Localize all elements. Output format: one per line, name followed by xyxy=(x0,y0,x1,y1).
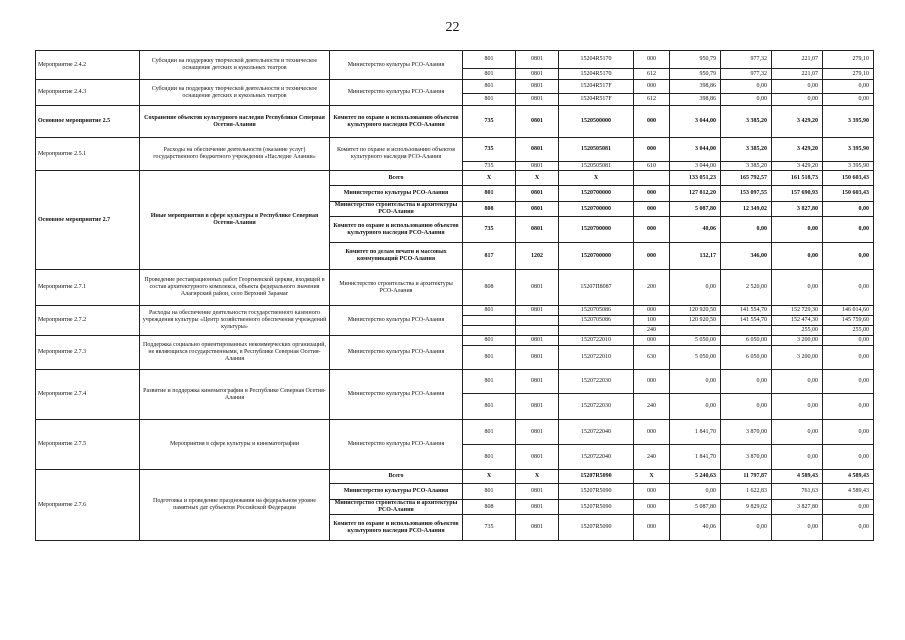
table-cell: 0,00 xyxy=(772,217,823,243)
table-cell: 0801 xyxy=(516,94,559,106)
table-cell: 0,00 xyxy=(823,370,874,394)
table-cell: 0801 xyxy=(516,306,559,316)
table-cell: 1520505081 xyxy=(559,138,634,162)
table-cell: Комитет по охране и использованию объектов культурного наследия РСО-Алания xyxy=(330,217,463,243)
table-cell: 000 xyxy=(634,484,670,500)
table-cell: 0801 xyxy=(516,270,559,306)
table-cell xyxy=(634,171,670,186)
table-cell: 5 087,80 xyxy=(670,202,721,217)
table-cell: 141 554,70 xyxy=(721,316,772,326)
table-cell: 0801 xyxy=(516,138,559,162)
table-cell: 0,00 xyxy=(721,370,772,394)
table-cell: 398,86 xyxy=(670,94,721,106)
table-cell: 0,00 xyxy=(670,270,721,306)
table-cell: 5 050,00 xyxy=(670,346,721,370)
table-cell: 0,00 xyxy=(772,80,823,94)
table-cell: 808 xyxy=(463,270,516,306)
table-cell: 3 395,90 xyxy=(823,162,874,171)
table-cell: Министерство строительства и архитектуры РСО-Алания xyxy=(330,500,463,515)
table-cell xyxy=(516,326,559,336)
table-cell: 3 395,90 xyxy=(823,106,874,138)
table-cell: 40,06 xyxy=(670,217,721,243)
table-cell: 132,17 xyxy=(670,243,721,270)
table-cell: Расходы на обеспечение деятельности (оказание услуг) государственного бюджетного учреждения «Наследие Алании» xyxy=(140,138,330,171)
table-cell: 1520500000 xyxy=(559,106,634,138)
table-cell: 0801 xyxy=(516,186,559,202)
table-cell: 000 xyxy=(634,500,670,515)
table-cell: 3 200,00 xyxy=(772,346,823,370)
table-cell: 808 xyxy=(463,500,516,515)
table-cell: 5 240,63 xyxy=(670,470,721,484)
table-cell: 255,00 xyxy=(772,326,823,336)
table-cell: Мероприятие 2.7.4 xyxy=(36,370,140,420)
table-cell: 279,10 xyxy=(823,69,874,80)
table-cell: 0,00 xyxy=(721,217,772,243)
table-cell: Поддержка социально ориентированных некоммерческих организаций, не являющихся государственными, в Республике Северная Осетия-Алания xyxy=(140,336,330,370)
table-row xyxy=(36,80,874,94)
table-cell: 3 429,20 xyxy=(772,138,823,162)
table-cell: X xyxy=(559,171,634,186)
table-cell: 200 xyxy=(634,270,670,306)
table-cell: 3 429,20 xyxy=(772,162,823,171)
table-row xyxy=(36,51,874,69)
table-cell: 0,00 xyxy=(670,394,721,420)
table-cell: Министерство культуры РСО-Алания xyxy=(330,80,463,106)
table-cell: X xyxy=(516,171,559,186)
table-cell: Комитет по охране и использованию объектов культурного наследия РСО-Алания xyxy=(330,106,463,138)
table-cell: 120 920,50 xyxy=(670,306,721,316)
table-cell: 0801 xyxy=(516,106,559,138)
table-cell: 15204R517F xyxy=(559,94,634,106)
table-cell: 3 044,00 xyxy=(670,106,721,138)
table-row xyxy=(36,470,874,484)
table-cell: 3 395,90 xyxy=(823,138,874,162)
table-cell: 801 xyxy=(463,186,516,202)
table-cell: 3 429,20 xyxy=(772,106,823,138)
table-cell: 1 841,70 xyxy=(670,420,721,445)
table-cell: 735 xyxy=(463,515,516,541)
table-cell: 161 518,73 xyxy=(772,171,823,186)
table-cell: 157 690,93 xyxy=(772,186,823,202)
table-cell: X xyxy=(634,470,670,484)
table-cell: 0801 xyxy=(516,420,559,445)
table-cell: 255,00 xyxy=(823,326,874,336)
table-cell: 40,06 xyxy=(670,515,721,541)
table-cell: 153 097,55 xyxy=(721,186,772,202)
table-cell: Всего xyxy=(330,470,463,484)
table-cell: 165 792,57 xyxy=(721,171,772,186)
table-cell: 0801 xyxy=(516,69,559,80)
table-cell: 0801 xyxy=(516,484,559,500)
table-cell: 15207R5090 xyxy=(559,500,634,515)
table-cell: 801 xyxy=(463,394,516,420)
table-row xyxy=(36,171,874,186)
table-cell: 000 xyxy=(634,51,670,69)
table-cell: 398,86 xyxy=(670,80,721,94)
table-cell: 1202 xyxy=(516,243,559,270)
table-cell: 0801 xyxy=(516,394,559,420)
table-cell: Министерство культуры РСО-Алания xyxy=(330,186,463,202)
table-cell: 1 841,70 xyxy=(670,445,721,470)
table-cell: 0,00 xyxy=(823,243,874,270)
table-cell: X xyxy=(463,470,516,484)
table-cell: Субсидии на поддержку творческой деятельности и техническое оснащение детских и кукольных театров xyxy=(140,51,330,80)
table-cell: 3 385,20 xyxy=(721,106,772,138)
table-cell: 0,00 xyxy=(670,370,721,394)
table-cell: 000 xyxy=(634,370,670,394)
table-cell: 801 xyxy=(463,51,516,69)
table-cell: 1520722040 xyxy=(559,445,634,470)
table-cell: 735 xyxy=(463,162,516,171)
table-cell: 801 xyxy=(463,69,516,80)
table-cell: 0801 xyxy=(516,202,559,217)
table-cell: 15204R5170 xyxy=(559,69,634,80)
table-cell: 000 xyxy=(634,217,670,243)
table-cell: X xyxy=(516,470,559,484)
table-cell: 15207R5090 xyxy=(559,484,634,500)
table-cell: 0,00 xyxy=(721,394,772,420)
table-cell: 3 385,20 xyxy=(721,138,772,162)
table-cell: 0,00 xyxy=(670,484,721,500)
table-cell: 0,00 xyxy=(721,80,772,94)
table-cell: 150 603,43 xyxy=(823,171,874,186)
table-cell: 240 xyxy=(634,445,670,470)
table-cell: 4 589,43 xyxy=(772,470,823,484)
table-cell: 0,00 xyxy=(823,336,874,346)
table-cell: 000 xyxy=(634,243,670,270)
table-cell xyxy=(670,326,721,336)
table-cell: 801 xyxy=(463,94,516,106)
table-cell: 1520722010 xyxy=(559,336,634,346)
table-cell: 000 xyxy=(634,186,670,202)
table-cell: 3 827,80 xyxy=(772,202,823,217)
table-row xyxy=(36,270,874,306)
table-cell: 120 920,50 xyxy=(670,316,721,326)
table-cell: Комитет по охране и использованию объектов культурного наследия РСО-Алания xyxy=(330,515,463,541)
table-cell: 0,00 xyxy=(772,370,823,394)
table-cell: 3 044,00 xyxy=(670,162,721,171)
table-cell xyxy=(559,326,634,336)
table-cell: 0801 xyxy=(516,500,559,515)
table-cell: Субсидии на поддержку творческой деятельности и техническое оснащение детских и кукольных театров xyxy=(140,80,330,106)
table-cell: 000 xyxy=(634,80,670,94)
table-row xyxy=(36,420,874,445)
table-cell: 630 xyxy=(634,346,670,370)
table-cell: 1520700000 xyxy=(559,202,634,217)
table-cell: 0,00 xyxy=(772,270,823,306)
table-cell: Сохранение объектов культурного наследия Республики Северная Осетия-Алания xyxy=(140,106,330,138)
table-cell: 146 014,60 xyxy=(823,306,874,316)
table-cell: 3 827,80 xyxy=(772,500,823,515)
table-cell: 1520505081 xyxy=(559,162,634,171)
table-cell: Министерство культуры РСО-Алания xyxy=(330,484,463,500)
table-cell: 612 xyxy=(634,94,670,106)
table-cell: 1520700000 xyxy=(559,243,634,270)
table-cell: 3 870,00 xyxy=(721,420,772,445)
table-cell: 3 044,00 xyxy=(670,138,721,162)
table-cell: 950,79 xyxy=(670,51,721,69)
table-cell: 0801 xyxy=(516,51,559,69)
table-cell: 6 050,00 xyxy=(721,346,772,370)
table-cell: 801 xyxy=(463,484,516,500)
table-cell: 0,00 xyxy=(823,217,874,243)
table-cell: 240 xyxy=(634,326,670,336)
table-cell: 950,79 xyxy=(670,69,721,80)
table-cell: Мероприятие 2.7.1 xyxy=(36,270,140,306)
table-cell: 0801 xyxy=(516,336,559,346)
table-cell: 000 xyxy=(634,138,670,162)
table-cell: Мероприятие 2.5.1 xyxy=(36,138,140,171)
table-cell: 0,00 xyxy=(823,94,874,106)
table-cell: 9 829,02 xyxy=(721,500,772,515)
table-cell: 0,00 xyxy=(823,202,874,217)
table-cell xyxy=(721,326,772,336)
table-cell: 0801 xyxy=(516,80,559,94)
table-cell: 000 xyxy=(634,420,670,445)
table-cell: 0,00 xyxy=(772,420,823,445)
table-cell: 0801 xyxy=(516,370,559,394)
table-cell: Министерство культуры РСО-Алания xyxy=(330,370,463,420)
table-row xyxy=(36,306,874,316)
table-cell: 0,00 xyxy=(823,346,874,370)
table-cell: 5 087,80 xyxy=(670,500,721,515)
table-cell: Развитие и поддержка кинематографии в Республике Северная Осетия-Алания xyxy=(140,370,330,420)
table-cell: Подготовка и проведение празднования на федеральном уровне памятных дат субъектов Российской Федерации xyxy=(140,470,330,541)
table-cell: Министерство строительства и архитектуры РСО-Алания xyxy=(330,202,463,217)
table-cell: 610 xyxy=(634,162,670,171)
table-cell xyxy=(463,326,516,336)
table-cell: 1 622,83 xyxy=(721,484,772,500)
table-cell: 0,00 xyxy=(772,94,823,106)
table-cell: 11 797,87 xyxy=(721,470,772,484)
table-row xyxy=(36,138,874,162)
table-cell xyxy=(463,316,516,326)
table-cell: Мероприятие 2.7.3 xyxy=(36,336,140,370)
table-cell: Министерство культуры РСО-Алания xyxy=(330,306,463,336)
table-row xyxy=(36,336,874,346)
table-cell: 808 xyxy=(463,202,516,217)
table-cell: 127 812,20 xyxy=(670,186,721,202)
table-cell: 15207R5090 xyxy=(559,470,634,484)
table-cell: 1520722010 xyxy=(559,346,634,370)
table-cell: 1520722030 xyxy=(559,394,634,420)
table-cell: 3 200,00 xyxy=(772,336,823,346)
table-cell: 801 xyxy=(463,336,516,346)
table-cell: 801 xyxy=(463,370,516,394)
table-cell: 0,00 xyxy=(721,515,772,541)
table-cell: 0,00 xyxy=(823,445,874,470)
table-cell: Иные мероприятия в сфере культуры в Республике Северная Осетия-Алания xyxy=(140,171,330,270)
table-cell: Мероприятие 2.7.6 xyxy=(36,470,140,541)
table-cell: 152 474,30 xyxy=(772,316,823,326)
table-cell: 346,00 xyxy=(721,243,772,270)
table-cell: 100 xyxy=(634,316,670,326)
table-cell: Проведение реставрационных работ Георгиевской церкви, входящей в состав архитектурного комплекса, объекта федерального значения Алагирский район, село Верхний Зарамаг xyxy=(140,270,330,306)
table-cell: 801 xyxy=(463,420,516,445)
table-cell: Министерство культуры РСО-Алания xyxy=(330,51,463,80)
table-cell: 4 589,43 xyxy=(823,470,874,484)
table-cell: 977,32 xyxy=(721,69,772,80)
table-body xyxy=(36,51,874,541)
table-cell: 15204R5170 xyxy=(559,51,634,69)
table-cell: 3 870,00 xyxy=(721,445,772,470)
table-cell: Основное мероприятие 2.7 xyxy=(36,171,140,270)
table-cell: 1520700000 xyxy=(559,186,634,202)
table-cell: 761,63 xyxy=(772,484,823,500)
table-cell: 0,00 xyxy=(772,445,823,470)
table-cell: Мероприятия в сфере культуры и кинематографии xyxy=(140,420,330,470)
table-cell: 15207П8087 xyxy=(559,270,634,306)
table-cell: 1520722030 xyxy=(559,370,634,394)
table-cell: Мероприятие 2.4.2 xyxy=(36,51,140,80)
table-cell: 12 349,02 xyxy=(721,202,772,217)
table-cell: 0801 xyxy=(516,346,559,370)
table-cell: 0,00 xyxy=(772,394,823,420)
table-cell: 801 xyxy=(463,306,516,316)
table-cell: 0,00 xyxy=(823,420,874,445)
table-cell: Мероприятие 2.4.3 xyxy=(36,80,140,106)
table-cell: 0,00 xyxy=(772,243,823,270)
table-cell: 000 xyxy=(634,515,670,541)
table-cell: 5 050,00 xyxy=(670,336,721,346)
table-cell: 801 xyxy=(463,80,516,94)
table-cell: 0,00 xyxy=(772,515,823,541)
table-cell: 1520700000 xyxy=(559,217,634,243)
table-cell: 0801 xyxy=(516,217,559,243)
table-cell: 000 xyxy=(634,306,670,316)
table-cell: 735 xyxy=(463,217,516,243)
table-cell: 0,00 xyxy=(823,394,874,420)
budget-table xyxy=(35,50,874,541)
table-cell: 133 051,23 xyxy=(670,171,721,186)
table-cell: Министерство культуры РСО-Алания xyxy=(330,420,463,470)
table-cell: 977,32 xyxy=(721,51,772,69)
table-cell: Министерство культуры РСО-Алания xyxy=(330,336,463,370)
table-cell: 801 xyxy=(463,346,516,370)
table-cell: X xyxy=(463,171,516,186)
table-cell: Основное мероприятие 2.5 xyxy=(36,106,140,138)
table-cell: 0,00 xyxy=(823,80,874,94)
table-cell xyxy=(516,316,559,326)
table-cell: 0,00 xyxy=(823,500,874,515)
table-cell: Мероприятие 2.7.5 xyxy=(36,420,140,470)
table-cell: 4 589,43 xyxy=(823,484,874,500)
table-cell: 612 xyxy=(634,69,670,80)
table-cell: 817 xyxy=(463,243,516,270)
table-cell: Всего xyxy=(330,171,463,186)
table-cell: 0,00 xyxy=(823,270,874,306)
table-cell: 0801 xyxy=(516,445,559,470)
table-cell: 0801 xyxy=(516,162,559,171)
table-cell: 145 759,60 xyxy=(823,316,874,326)
table-cell: 0,00 xyxy=(721,94,772,106)
table-cell: Расходы на обеспечение деятельности государственного казенного учреждения культуры «Центр хозяйственного обеспечения учреждений культуры» xyxy=(140,306,330,336)
table-cell: 801 xyxy=(463,445,516,470)
table-cell: 1520705086 xyxy=(559,306,634,316)
table-cell: 3 385,20 xyxy=(721,162,772,171)
page-number: 22 xyxy=(445,20,460,35)
table-cell: 1520705086 xyxy=(559,316,634,326)
table-cell: 279,10 xyxy=(823,51,874,69)
table-cell: 000 xyxy=(634,202,670,217)
table-cell: 735 xyxy=(463,106,516,138)
table-cell: 15204R517F xyxy=(559,80,634,94)
table-cell: 141 554,70 xyxy=(721,306,772,316)
table-cell: 735 xyxy=(463,138,516,162)
table-cell: 150 603,43 xyxy=(823,186,874,202)
table-row xyxy=(36,106,874,138)
table-cell: 152 729,30 xyxy=(772,306,823,316)
table-cell: 6 050,00 xyxy=(721,336,772,346)
table-cell: 000 xyxy=(634,106,670,138)
table-row xyxy=(36,370,874,394)
table-cell: 221,07 xyxy=(772,51,823,69)
table-cell: Министерство строительства и архитектуры РСО-Алания xyxy=(330,270,463,306)
table-cell: 221,07 xyxy=(772,69,823,80)
table-cell: 0801 xyxy=(516,515,559,541)
table-cell: Комитет по охране и использованию объектов культурного наследия РСО-Алания xyxy=(330,138,463,171)
table-cell: 240 xyxy=(634,394,670,420)
table-cell: 000 xyxy=(634,336,670,346)
table-cell: Комитет по делам печати и массовых коммуникаций РСО-Алания xyxy=(330,243,463,270)
table-cell: 15207R5090 xyxy=(559,515,634,541)
table-cell: 0,00 xyxy=(823,515,874,541)
table-cell: 2 520,00 xyxy=(721,270,772,306)
table-cell: 1520722040 xyxy=(559,420,634,445)
table-cell: Мероприятие 2.7.2 xyxy=(36,306,140,336)
